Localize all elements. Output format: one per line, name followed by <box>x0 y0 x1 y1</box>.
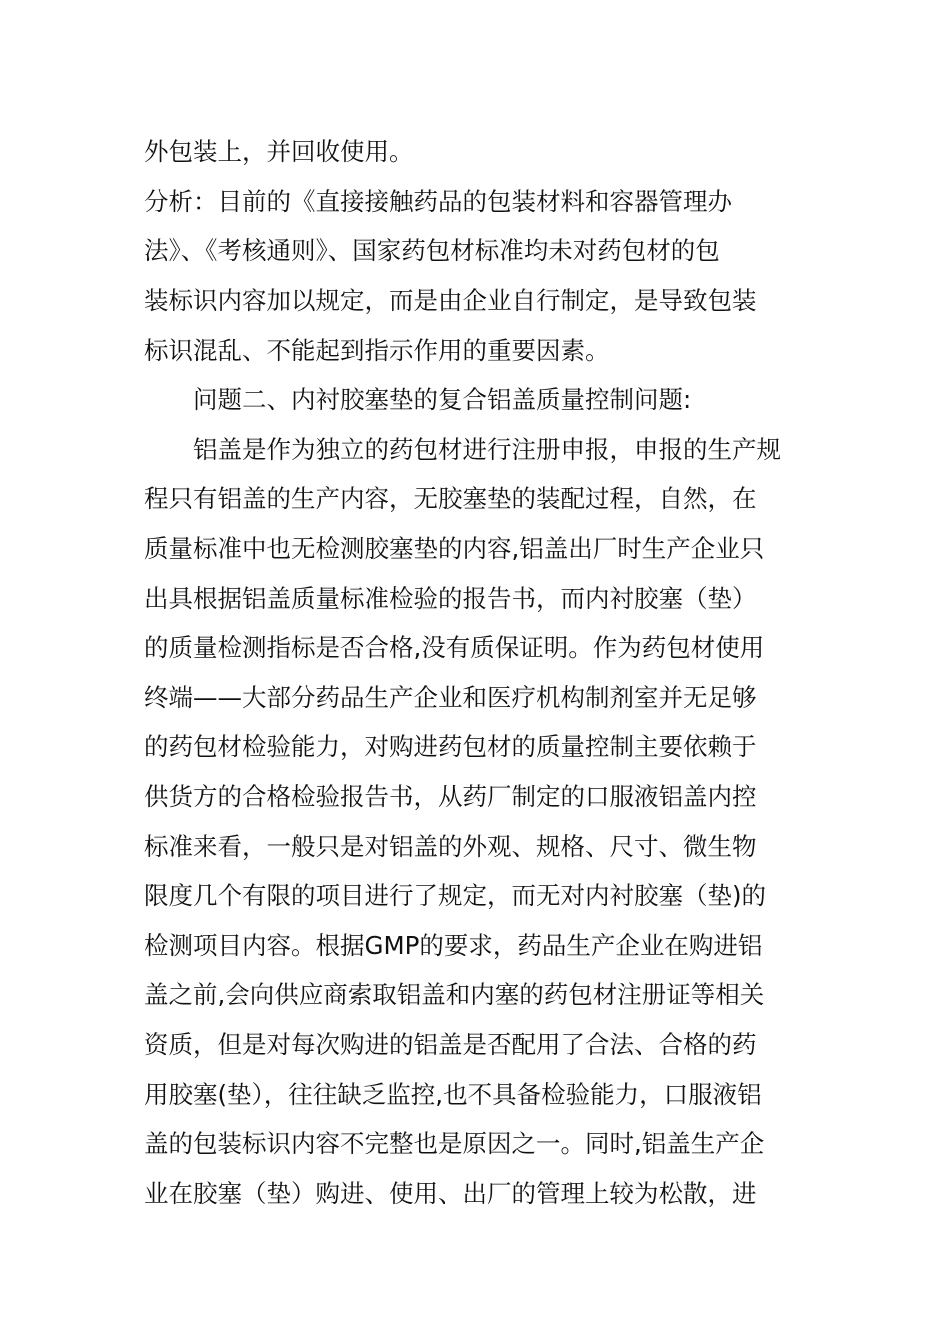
text-line: 终端——大部分药品生产企业和医疗机构制剂室并无足够 <box>144 683 757 712</box>
text-line: 供货方的合格检验报告书，从药厂制定的口服液铝盖内控 <box>144 782 757 811</box>
text-line: 盖之前,会向供应商索取铝盖和内塞的药包材注册证等相关 <box>144 980 765 1009</box>
section-heading: 问题二、内衬胶塞垫的复合铝盖质量控制问题: <box>193 385 692 414</box>
text-line: 程只有铝盖的生产内容，无胶塞垫的装配过程，自然，在 <box>144 484 757 513</box>
text-line: 限度几个有限的项目进行了规定，而无对内衬胶塞（垫)的 <box>144 881 767 910</box>
text-line: 用胶塞(垫），往往缺乏监控,也不具备检验能力，口服液铝 <box>144 1080 762 1109</box>
text-line: 的质量检测指标是否合格,没有质保证明。作为药包材使用 <box>144 633 765 662</box>
text-line: 质量标准中也无检测胶塞垫的内容,铝盖出厂时生产企业只 <box>144 534 765 563</box>
text-line: 外包装上，并回收使用。 <box>144 137 414 166</box>
text-line: 法》、《考核通则》、国家药包材标准均未对药包材的包 <box>144 236 720 265</box>
text-line: 资质，但是对每次购进的铝盖是否配用了合法、合格的药 <box>144 1030 757 1059</box>
text-line: 标识混乱、不能起到指示作用的重要因素。 <box>144 336 610 365</box>
paragraph-first-line: 铝盖是作为独立的药包材进行注册申报，申报的生产规 <box>193 435 781 464</box>
text-line: 检测项目内容。根据GMP的要求，药品生产企业在购进铝 <box>144 931 763 960</box>
text-line: 的药包材检验能力，对购进药包材的质量控制主要依赖于 <box>144 732 757 761</box>
text-line: 业在胶塞（垫）购进、使用、出厂的管理上较为松散，进 <box>144 1179 757 1208</box>
text-line: 分析：目前的《直接接触药品的包装材料和容器管理办 <box>144 187 732 216</box>
text-line: 标准来看，一般只是对铝盖的外观、规格、尺寸、微生物 <box>144 832 757 861</box>
text-line: 装标识内容加以规定，而是由企业自行制定，是导致包装 <box>144 286 757 315</box>
text-line: 出具根据铝盖质量标准检验的报告书，而内衬胶塞（垫） <box>144 584 757 613</box>
text-line: 盖的包装标识内容不完整也是原因之一。同时,铝盖生产企 <box>144 1129 765 1158</box>
